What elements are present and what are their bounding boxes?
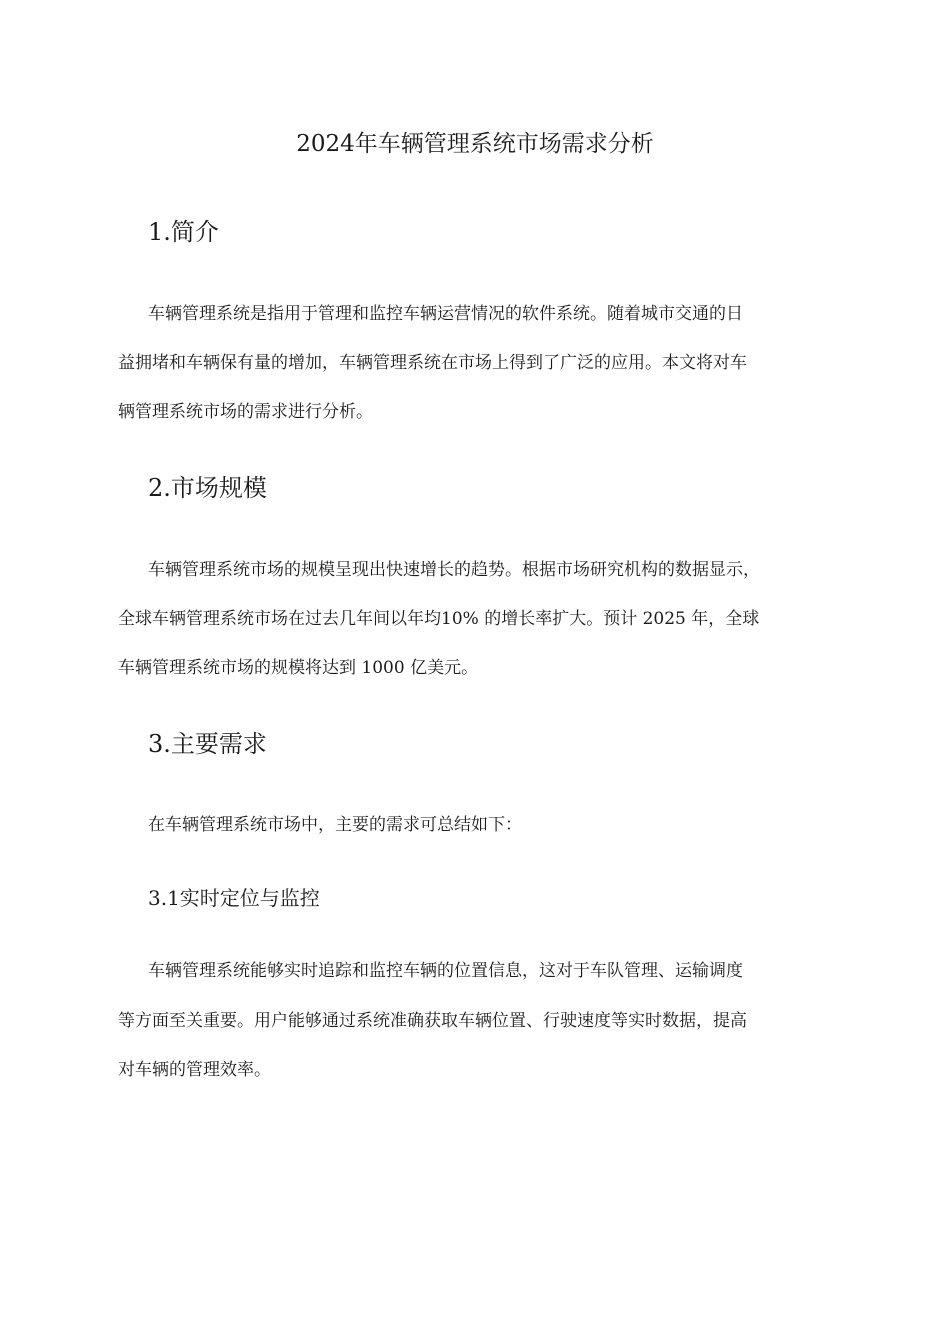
paragraph-line: 益拥堵和车辆保有量的增加，车辆管理系统在市场上得到了广泛的应用。本文将对车 xyxy=(118,353,747,373)
section-heading-introduction: 1.简介 xyxy=(148,218,219,246)
section-heading-main-demands: 3.主要需求 xyxy=(148,730,267,758)
paragraph-line: 车辆管理系统能够实时追踪和监控车辆的位置信息，这对于车队管理、运输调度 xyxy=(148,961,743,981)
subsection-heading-realtime-location: 3.1实时定位与监控 xyxy=(148,886,320,910)
paragraph-line: 车辆管理系统市场的规模将达到 1000 亿美元。 xyxy=(118,658,479,678)
paragraph-line: 对车辆的管理效率。 xyxy=(118,1060,271,1080)
paragraph-line: 全球车辆管理系统市场在过去几年间以年均10% 的增长率扩大。预计 2025 年，全球 xyxy=(118,609,760,629)
paragraph-line: 等方面至关重要。用户能够通过系统准确获取车辆位置、行驶速度等实时数据，提高 xyxy=(118,1011,747,1031)
section-heading-market-size: 2.市场规模 xyxy=(148,474,267,502)
paragraph-line: 车辆管理系统是指用于管理和监控车辆运营情况的软件系统。随着城市交通的日 xyxy=(148,304,743,324)
document-title: 2024年车辆管理系统市场需求分析 xyxy=(296,131,654,157)
paragraph-line: 辆管理系统市场的需求进行分析。 xyxy=(118,402,373,422)
paragraph-line: 车辆管理系统市场的规模呈现出快速增长的趋势。根据市场研究机构的数据显示， xyxy=(148,560,760,580)
paragraph-line: 在车辆管理系统市场中，主要的需求可总结如下： xyxy=(148,815,522,835)
